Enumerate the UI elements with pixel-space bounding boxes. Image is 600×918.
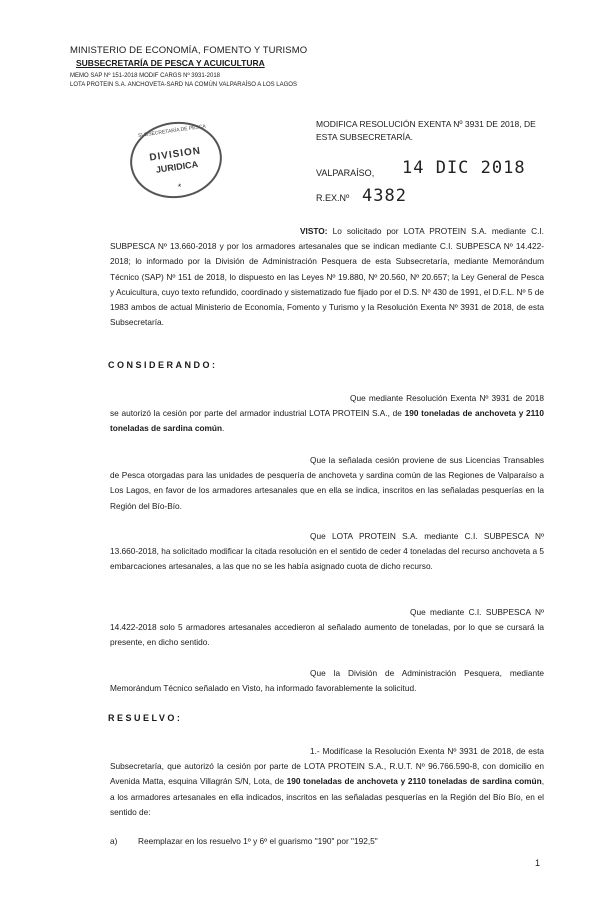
resuelvo-1-text-b: , a los armadores artesanales en ella indicados, inscritos en las señaladas pesquerías en la Región del Bío Bío, en el sentido de: — [110, 776, 544, 817]
stamp-line-2: JURIDICA — [155, 158, 199, 175]
memo-line-1: MEMO SAP Nº 151-2018 MODIF CARGS Nº 3931-2018 — [70, 73, 220, 79]
list-item-a-text: Reemplazar en los resuelvo 1º y 6º el guarismo "190" por "192,5" — [138, 836, 378, 846]
resuelvo-heading: RESUELVO: — [108, 713, 183, 723]
stamp-rim-text: SUBSECRETARÍA DE PESCA — [137, 123, 207, 140]
resuelvo-1-bold: 190 toneladas de anchoveta y 2110 toneladas de sardina común — [286, 776, 542, 787]
considerando-2-lead: Que la señalada cesión proviene de sus Licencias — [310, 455, 501, 465]
considerando-3-text: 13.660-2018, ha solicitado modificar la citada resolución en el sentido de ceder 4 toneladas del recurso anchoveta a 5 embarcaciones artesanales, a las que no se les había asignado cuota de dicho recurso. — [110, 546, 544, 572]
resolution-number: 4382 — [362, 186, 407, 206]
stamp-star-icon: * — [177, 181, 183, 192]
considerando-4-text: 5 armadores artesanales accedieron al señalado aumento de toneladas, por lo que se cursará la presente, en dicho sentido. — [110, 622, 545, 648]
stamp-line-1: DIVISION — [148, 144, 202, 164]
considerando-1-text: se autorizó la cesión por parte del armador industrial LOTA PROTEIN S.A., de — [110, 408, 405, 419]
memo-reference — [70, 72, 310, 90]
list-item-a-label: a) — [110, 836, 118, 846]
page-number: 1 — [535, 858, 541, 868]
considerando-3 — [110, 529, 544, 575]
memo-line-2: LOTA PROTEIN S.A. ANCHOVETA-SARD NA COMÚN VALPARAÍSO A LOS LAGOS — [70, 82, 297, 88]
considerando-2-text: Transables de Pesca otorgadas para las unidades de pesquería de anchoveta y sardina común de las Regiones de Valparaíso a Los Lagos, en favor de los armadores artesanales que en ella se indica, inscritos en las señaladas pesquerías en la Región del Bío-Bío. — [110, 455, 544, 511]
division-juridica-stamp — [125, 116, 227, 204]
considerando-5-lead: Que la División de Administración Pesquera, — [310, 668, 502, 678]
considerando-4 — [110, 605, 544, 651]
considerando-5-text: mediante Memorándum Técnico señalado en Visto, ha informado favorablemente la solicitud. — [110, 668, 545, 694]
visto-text: Lo solicitado por LOTA PROTEIN S.A. mediante C.I. SUBPESCA Nº 13.660-2018 y por los armadores artesanales que se indican mediante C.I. SUBPESCA Nº 14.422-2018; lo informado por la División de Administración Pesquera de esta Subsecretaría, mediante Memorándum Técnico (SAP) Nº 151 de 2018, lo dispuesto en las Leyes Nº 19.880, Nº 20.560, Nº 20.657; la Ley General de Pesca y Acuicultura, cuyo texto refundido, coordinado y sistematizado fue fijado por el D.S. Nº 430 de 1991, el D.F.L. Nº 5 de 1983 ambos de actual Ministerio de Economía, Fomento y Turismo y la Resolución Exenta Nº 3931 de 2018, de esta Subsecretaría. — [110, 226, 544, 328]
considerando-1-end: . — [222, 423, 225, 434]
date-stamp: 14 DIC 2018 — [402, 158, 526, 178]
ministry-header: MINISTERIO DE ECONOMÍA, FOMENTO Y TURISMO — [70, 45, 308, 56]
considerando-1-lead: Que mediante Resolución Exenta Nº 3931 de 2018 — [350, 393, 544, 403]
considerando-2 — [110, 453, 544, 514]
considerando-5 — [110, 666, 544, 696]
resuelvo-1-text-a: 2018, de esta Subsecretaría, que autorizó la cesión por parte de LOTA PROTEIN S.A., R.U.T. Nº 96.766.590-8, con domicilio en Avenida Matta, esquina Villagrán S/N, Lota, de — [110, 746, 544, 787]
list-item-a — [110, 836, 378, 846]
visto-paragraph — [110, 224, 544, 330]
resuelvo-1-lead: 1.- Modifícase la Resolución Exenta Nº 3931 de — [310, 746, 490, 756]
subsecretaria-header: SUBSECRETARÍA DE PESCA Y ACUICULTURA — [76, 58, 265, 68]
place-label: VALPARAÍSO, — [316, 168, 375, 178]
considerando-1 — [110, 391, 544, 437]
considerando-3-lead: Que LOTA PROTEIN S.A. mediante C.I. SUBPESCA Nº — [310, 531, 544, 541]
considerando-heading: CONSIDERANDO: — [108, 360, 218, 370]
considerando-1-bold: 190 toneladas de anchoveta y 2110 toneladas de sardina común — [110, 408, 545, 434]
rex-label: R.EX.Nº — [316, 193, 350, 203]
considerando-4-lead: Que mediante C.I. SUBPESCA Nº 14.422-2018 solo — [110, 607, 544, 633]
resuelvo-1 — [110, 744, 544, 820]
document-reference: MODIFICA RESOLUCIÓN EXENTA Nº 3931 DE 2018, DE ESTA SUBSECRETARÍA. — [316, 119, 536, 142]
visto-label: VISTO: — [300, 226, 328, 236]
